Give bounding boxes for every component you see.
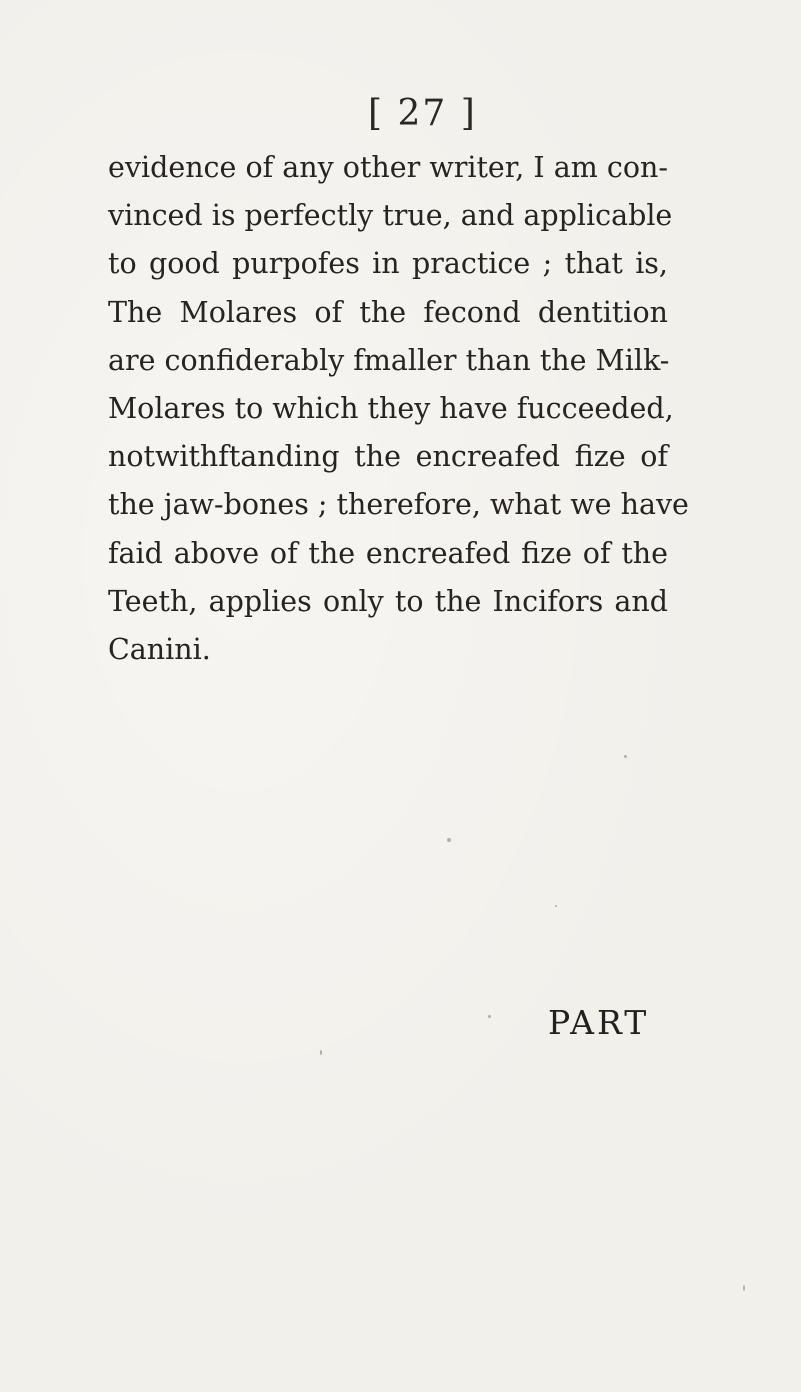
text-line-2: vinced is perfectly true, and applicable (108, 199, 673, 233)
text-line-3: to good purpofes in practice ; that is, (108, 247, 668, 281)
text-line-1: evidence of any other writer, I am con- (108, 151, 668, 184)
paper-speck (447, 838, 451, 842)
paper-speck (624, 755, 627, 758)
text-line-7: notwithftanding the encreafed fize of (108, 440, 668, 474)
text-line-6: Molares to which they have fucceeded, (108, 391, 674, 425)
body-text (108, 144, 689, 674)
paper-speck (743, 1285, 745, 1291)
paper-speck (320, 1050, 322, 1055)
text-line-8: the jaw-bones ; therefore, what we have (108, 488, 689, 522)
text-line-11: Canini. (108, 632, 211, 666)
text-line-5: are confiderably fmaller than the Milk- (108, 343, 670, 377)
text-line-10: Teeth, applies only to the Incifors and (108, 584, 668, 618)
paper-speck (555, 905, 557, 907)
catchword: PART (548, 1003, 650, 1042)
paper-speck (488, 1015, 491, 1018)
text-line-9: faid above of the encreafed fize of the (108, 536, 668, 570)
page-number: [ 27 ] (368, 93, 477, 134)
text-line-4: The Molares of the fecond dentition (108, 295, 668, 329)
